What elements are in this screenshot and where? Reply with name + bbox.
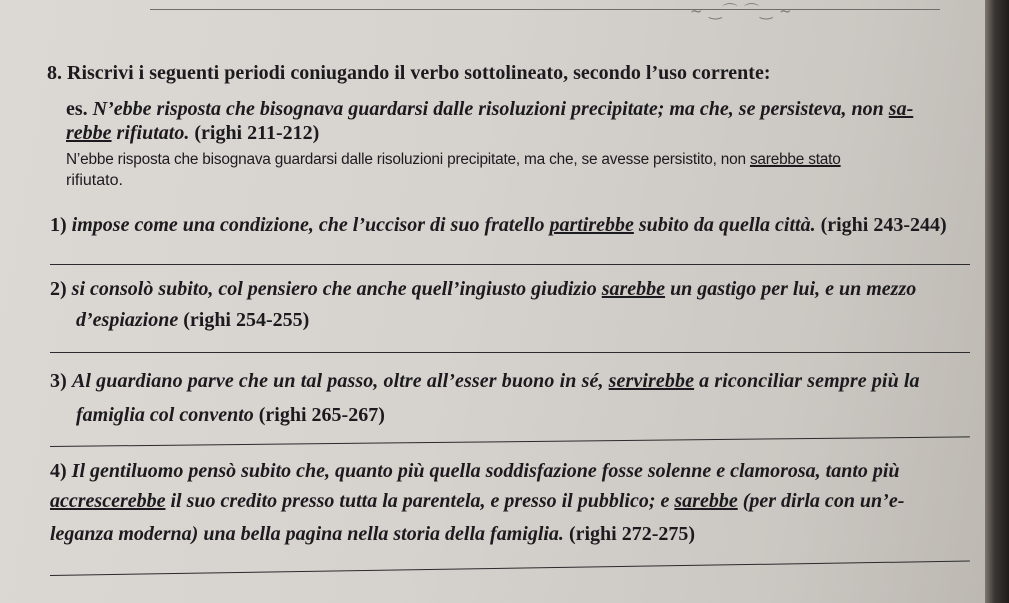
item-2-line-1 bbox=[50, 278, 916, 301]
item-underlined-verb: accrescerebbe bbox=[50, 490, 166, 512]
item-underlined-verb: sarebbe bbox=[601, 278, 666, 300]
answer-line-2[interactable] bbox=[50, 352, 970, 353]
item-underlined-verb: sarebbe bbox=[674, 490, 738, 512]
item-number: 1) bbox=[50, 214, 67, 236]
example-answer-line-1 bbox=[66, 151, 841, 169]
answer-line-3[interactable] bbox=[50, 436, 970, 447]
item-number: 2) bbox=[50, 278, 67, 300]
example-underlined-verb: sa- bbox=[888, 98, 914, 120]
item-text: a riconciliar sempre più la bbox=[694, 370, 920, 392]
example-underlined-verb-cont: rebbe bbox=[66, 122, 112, 144]
item-4-line-3 bbox=[50, 523, 695, 546]
answer-line-4[interactable] bbox=[50, 561, 970, 576]
handwritten-scribble: ~ ‿⌒ ⌒‿ ~ bbox=[690, 2, 793, 20]
item-text: d’espiazione bbox=[76, 309, 179, 331]
example-text-cont: rifiutato. bbox=[111, 122, 190, 144]
book-edge-shadow bbox=[985, 0, 1009, 603]
example-answer-text: N’ebbe risposta che bisognava guardarsi dalle risoluzioni precipitate, ma che, se avesse persistito, non bbox=[66, 151, 750, 168]
item-underlined-verb: partirebbe bbox=[549, 214, 634, 236]
item-ref: (righi 254-255) bbox=[178, 309, 310, 331]
item-4-line-2 bbox=[50, 490, 904, 513]
item-text: un gastigo per lui, e un mezzo bbox=[665, 278, 917, 300]
item-3-line-1 bbox=[50, 370, 920, 393]
item-text: leganza moderna) una bella pagina nella storia della famiglia. bbox=[50, 523, 564, 545]
item-1-line-1 bbox=[50, 214, 947, 237]
item-4-line-1 bbox=[50, 460, 900, 483]
item-text: Al guardiano parve che un tal passo, oltre all’esser buono in sé, bbox=[71, 370, 609, 392]
item-ref: (righi 272-275) bbox=[563, 523, 696, 545]
item-text: (per dirla con un’e- bbox=[737, 490, 905, 512]
example-answer-line-2: rifiutato. bbox=[66, 172, 123, 189]
item-text: il suo credito presso tutta la parentela, e presso il pubblico; e bbox=[165, 490, 675, 512]
item-number: 4) bbox=[50, 460, 67, 482]
item-ref: (righi 243-244) bbox=[815, 214, 947, 236]
item-text: impose come una condizione, che l’uccisor di suo fratello bbox=[71, 214, 550, 236]
item-text: si consolò subito, col pensiero che anche quell’ingiusto giudizio bbox=[71, 278, 602, 300]
example-answer-underlined: sarebbe stato bbox=[749, 151, 841, 168]
item-3-line-2 bbox=[76, 404, 385, 427]
top-rule bbox=[150, 9, 940, 10]
item-2-line-2 bbox=[76, 309, 309, 332]
example-line-2 bbox=[66, 122, 319, 145]
answer-line-1[interactable] bbox=[50, 264, 970, 265]
example-ref: (righi 211-212) bbox=[189, 122, 320, 144]
item-text: famiglia col convento bbox=[76, 404, 254, 426]
example-label: es. bbox=[66, 98, 88, 120]
item-text: Il gentiluomo pensò subito che, quanto più quella soddisfazione fosse solenne e clamorosa, tanto più bbox=[71, 460, 900, 482]
item-underlined-verb: servirebbe bbox=[608, 370, 695, 392]
item-number: 3) bbox=[50, 370, 67, 392]
example-line-1 bbox=[66, 98, 913, 121]
exercise-heading: 8. Riscrivi i seguenti periodi coniugando il verbo sottolineato, secondo l’uso corrente: bbox=[47, 62, 771, 84]
item-ref: (righi 265-267) bbox=[253, 404, 385, 426]
example-text: N’ebbe risposta che bisognava guardarsi dalle risoluzioni precipitate; ma che, se persisteva, non bbox=[92, 98, 889, 120]
item-text: subito da quella città. bbox=[633, 214, 816, 236]
